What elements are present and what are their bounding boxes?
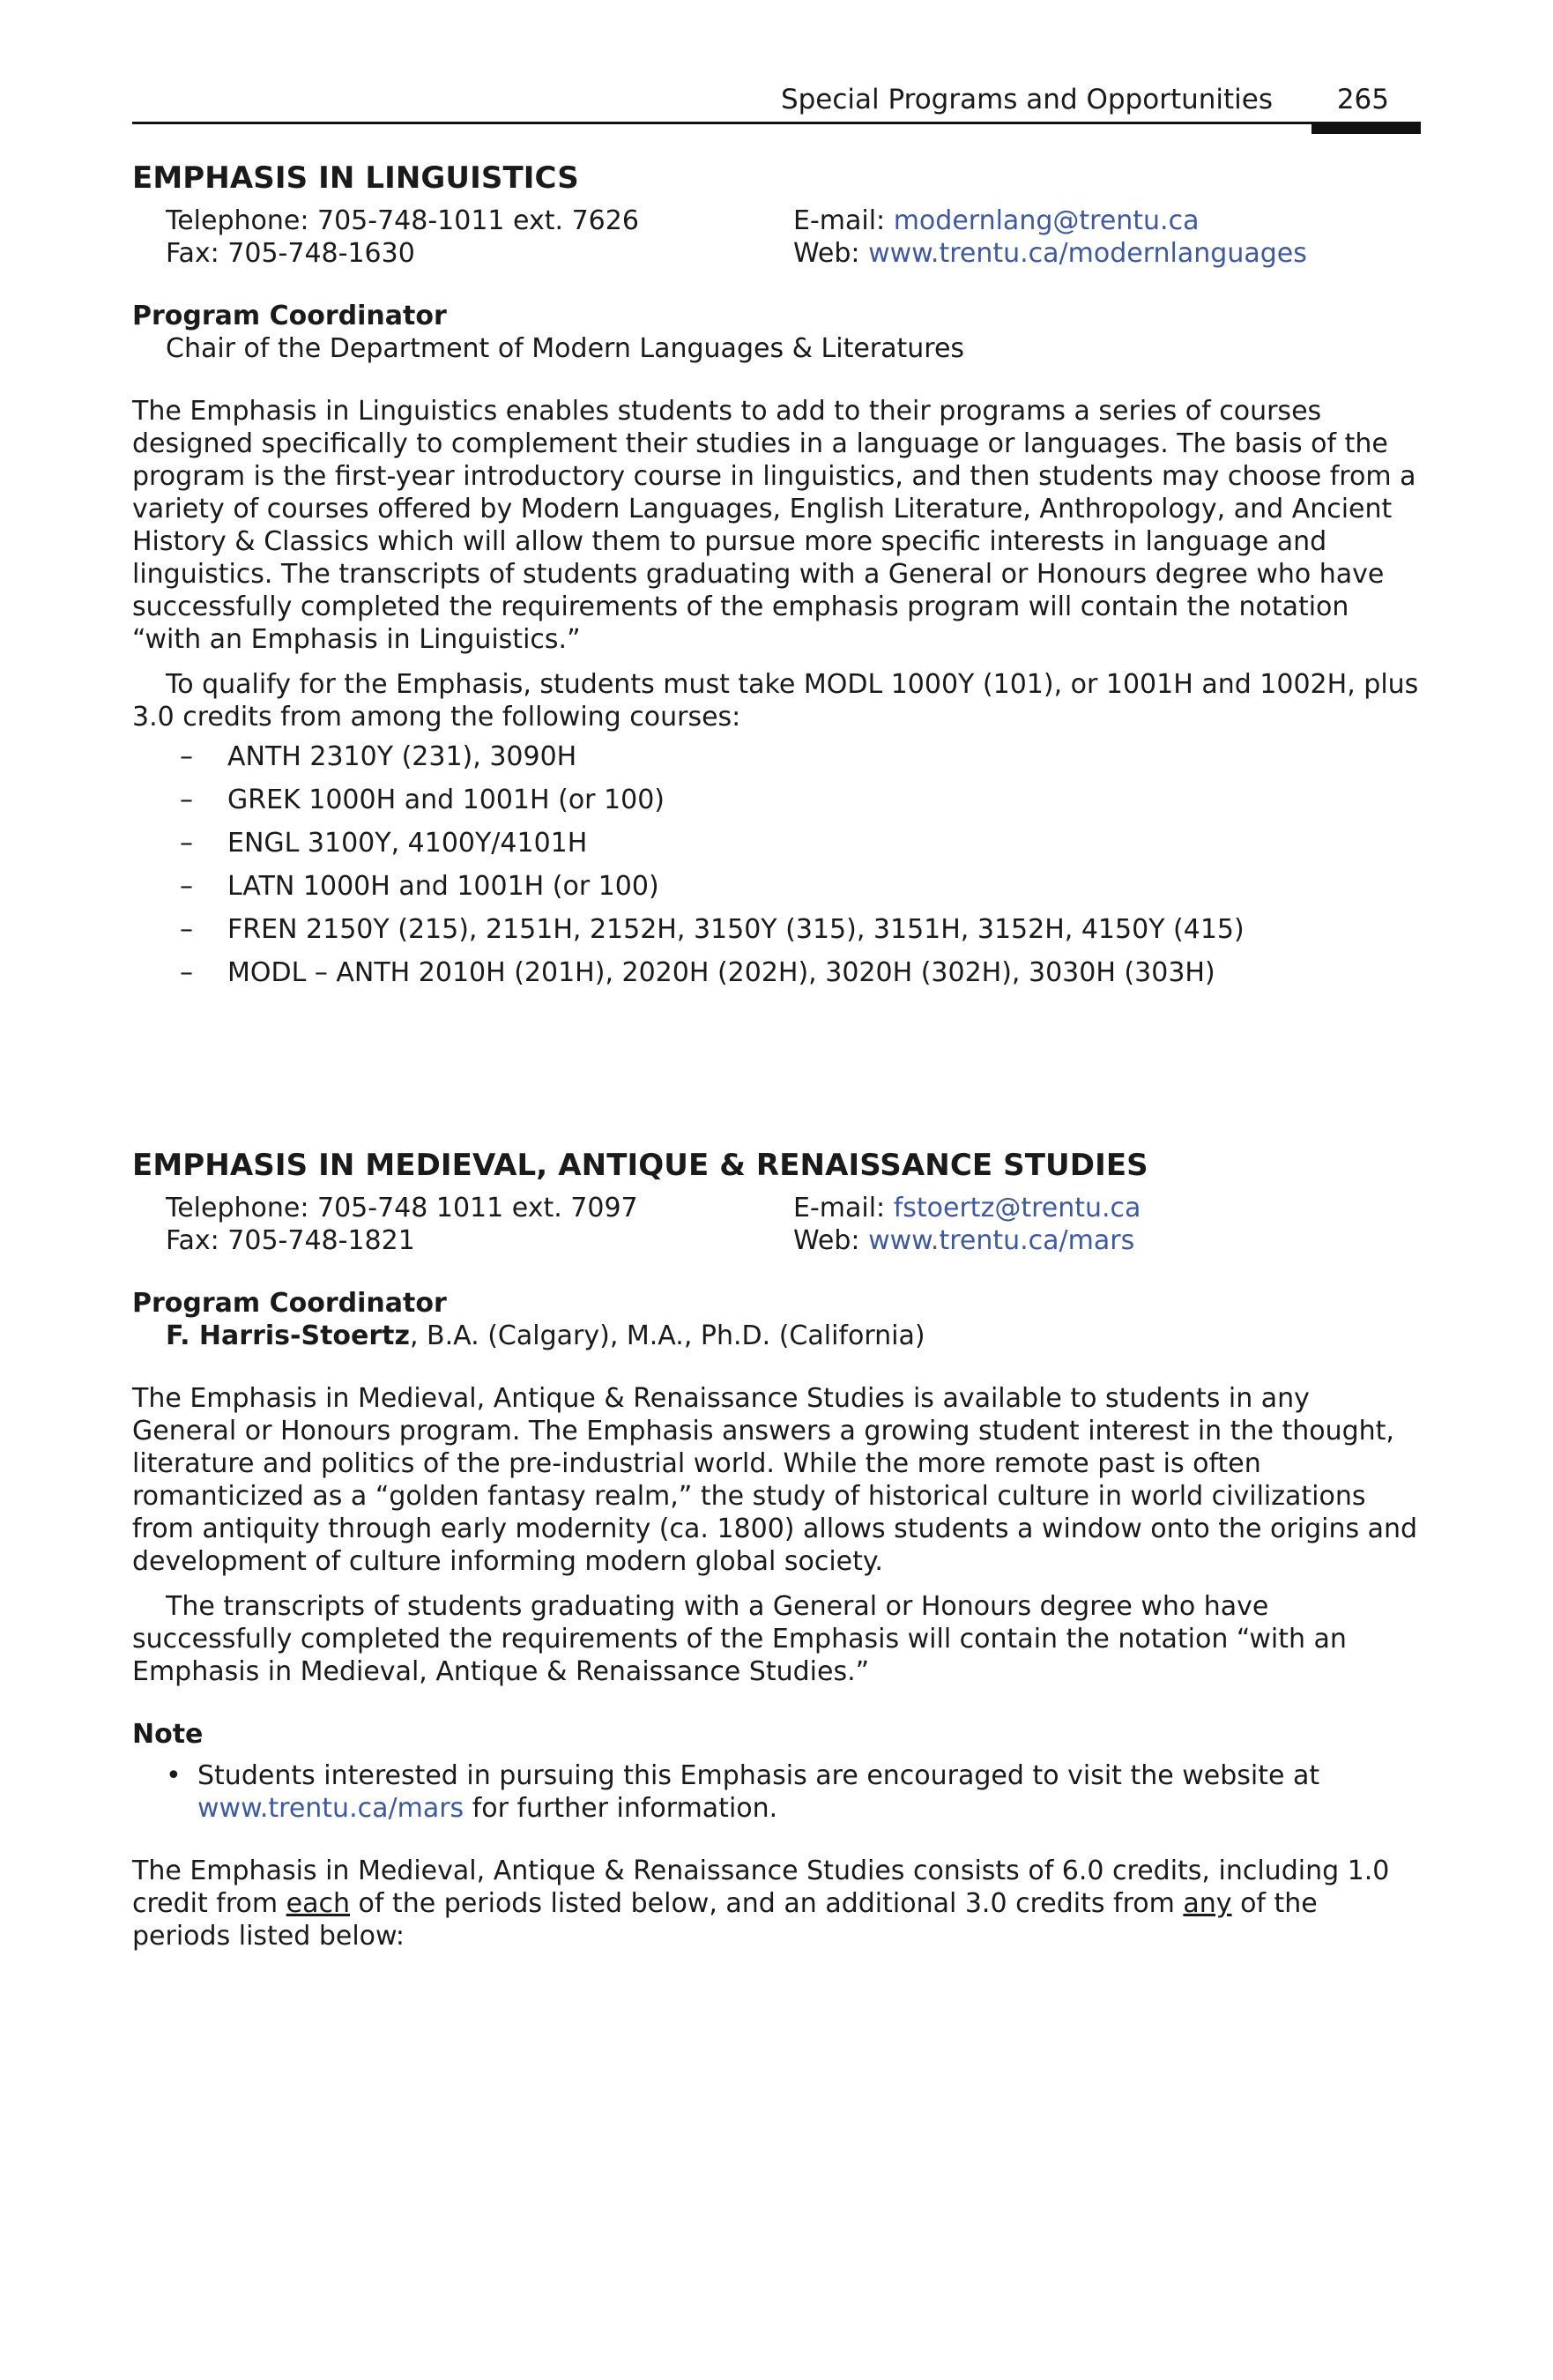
email-label: E-mail: [793,1193,894,1223]
email-link[interactable]: fstoertz@trentu.ca [893,1193,1141,1223]
web-line [793,1224,1421,1257]
catalog-page [132,0,1421,2380]
coordinator-name: F. Harris-Stoertz [166,1320,410,1351]
email-line [793,1192,1421,1224]
description-paragraph: The Emphasis in Linguistics enables students to add to their programs a series of courses designed specifically to complement their studies in a language or languages. The basis of the program is the first-year introductory course in linguistics, and then students may choose from a variety of courses offered by Modern Languages, English Literature, Anthropology, and Ancient History & Classics which will allow them to pursue more specific interests in language and linguistics. The transcripts of students graduating with a General or Honours degree who have successfully completed the requirements of the emphasis program will contain the notation “with an Emphasis in Linguistics.” [132,396,1416,655]
telephone: Telephone: 705-748-1011 ext. 7626 [166,205,639,236]
coordinator-block [132,1287,1421,1352]
running-title: Special Programs and Opportunities [780,84,1273,115]
note-heading: Note [132,1719,204,1750]
note-web-link[interactable]: www.trentu.ca/mars [197,1793,464,1824]
web-line [793,237,1421,270]
fax: Fax: 705-748-1630 [166,238,415,269]
coordinator-line [132,1320,1421,1352]
web-label: Web: [793,1225,869,1256]
section-title: EMPHASIS IN LINGUISTICS [132,160,579,196]
header-tab-marker [1312,122,1421,134]
running-header [132,78,1421,123]
contact-block [166,1192,1421,1257]
transcript-paragraph: The transcripts of students graduating with a General or Honours degree who have successfully completed the requirements of the Emphasis will contain the notation “with an Emphasis in Medieval, Antique & Renaissance Studies.” [132,1591,1347,1687]
course-list [132,740,1421,989]
email-link[interactable]: modernlang@trentu.ca [893,205,1200,236]
credits-each: each [286,1888,351,1919]
list-item: – GREK 1000H and 1001H (or 100) [180,784,1421,816]
coordinator-credentials: , B.A. (Calgary), M.A., Ph.D. (California) [409,1320,925,1351]
list-item: – LATN 1000H and 1001H (or 100) [180,870,1421,903]
section-mars [132,1144,1421,1952]
web-link[interactable]: www.trentu.ca/mars [868,1225,1135,1256]
email-line [793,205,1421,237]
coordinator-heading: Program Coordinator [132,301,447,331]
credits-text-1: The Emphasis in Medieval, Antique & Renaissance Studies consists of 6.0 credits, including 1.0 credit from [132,1856,1390,1919]
credits-paragraph [132,1855,1421,1952]
contact-block [166,205,1421,270]
telephone: Telephone: 705-748 1011 ext. 7097 [166,1193,638,1223]
coordinator-heading: Program Coordinator [132,1288,447,1319]
web-label: Web: [793,238,869,269]
section-title: EMPHASIS IN MEDIEVAL, ANTIQUE & RENAISSANCE STUDIES [132,1148,1148,1183]
list-item: – ANTH 2310Y (231), 3090H [180,740,1421,773]
requirements-paragraph: To qualify for the Emphasis, students must take MODL 1000Y (101), or 1001H and 1002H, plus 3.0 credits from among the following courses: [132,669,1419,733]
fax: Fax: 705-748-1821 [166,1225,415,1256]
email-label: E-mail: [793,205,894,236]
note-text-end: for further information. [464,1793,778,1824]
note-text: Students interested in pursuing this Emphasis are encouraged to visit the website at [197,1760,1320,1791]
credits-text-3: of the periods listed below: [132,1888,1318,1952]
section-linguistics [132,157,1421,1000]
list-item: – MODL – ANTH 2010H (201H), 2020H (202H), 3020H (302H), 3030H (303H) [180,956,1421,989]
credits-any: any [1183,1888,1232,1919]
coordinator-block [132,300,1421,365]
description-paragraph: The Emphasis in Medieval, Antique & Renaissance Studies is available to students in any General or Honours program. The Emphasis answers a growing student interest in the thought, literature and politics of the pre-industrial world. While the more remote past is often romanticized as a “golden fantasy realm,” the study of historical culture in world civilizations from antiquity through early modernity (ca. 1800) allows students a window onto the origins and development of culture informing modern global society. [132,1383,1418,1577]
web-link[interactable]: www.trentu.ca/modernlanguages [868,238,1307,269]
list-item [166,1759,1421,1825]
coordinator-name: Chair of the Department of Modern Languages & Literatures [166,333,965,364]
page-number: 265 [1336,84,1389,115]
note-list [132,1759,1421,1825]
list-item: – ENGL 3100Y, 4100Y/4101H [180,827,1421,859]
header-rule [132,122,1421,124]
credits-text-2: of the periods listed below, and an additional 3.0 credits from [350,1888,1184,1919]
list-item: – FREN 2150Y (215), 2151H, 2152H, 3150Y (315), 3151H, 3152H, 4150Y (415) [180,913,1421,946]
